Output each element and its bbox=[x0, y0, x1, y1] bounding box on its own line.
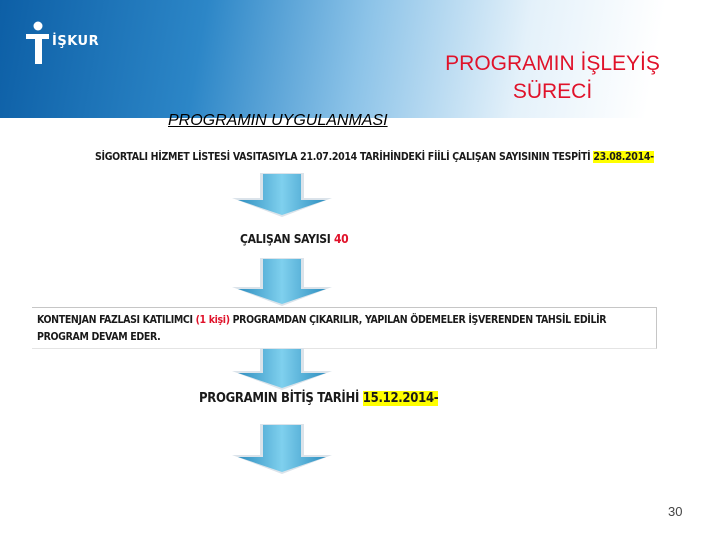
end-date: 15.12.2014- bbox=[362, 391, 439, 406]
down-arrow-icon bbox=[232, 173, 332, 217]
employee-count: 40 bbox=[333, 232, 349, 246]
flow-step-4: PROGRAMIN BİTİŞ TARİHİ 15.12.2014- bbox=[199, 391, 439, 406]
flow-step-3: KONTENJAN FAZLASI KATILIMCI (1 kişi) PROGRAMDAN ÇIKARILIR, YAPILAN ÖDEMELER İŞVERENDEN TAHSİL EDİLİR PROGRAM DEVAM EDER. bbox=[37, 314, 607, 343]
down-arrow-icon bbox=[232, 258, 332, 306]
page-number: 30 bbox=[668, 504, 683, 519]
down-arrow-icon bbox=[232, 348, 332, 390]
step1-date: 23.08.2014- bbox=[593, 151, 654, 163]
section-subtitle: PROGRAMIN UYGULANMASI bbox=[168, 112, 388, 129]
excess-participant-count: (1 kişi) bbox=[195, 314, 230, 326]
down-arrow-icon bbox=[232, 424, 332, 474]
flow-step-2: ÇALIŞAN SAYISI 40 bbox=[240, 232, 349, 246]
page-title: PROGRAMIN İŞLEYİŞ SÜRECİ bbox=[445, 52, 660, 103]
logo-text: İŞKUR bbox=[52, 34, 100, 49]
flow-step-1: SİGORTALI HİZMET LİSTESİ VASITASIYLA 21.07.2014 TARİHİNDEKİ FİİLİ ÇALIŞAN SAYISININ TESPİTİ 23.08.2014- bbox=[95, 151, 654, 163]
